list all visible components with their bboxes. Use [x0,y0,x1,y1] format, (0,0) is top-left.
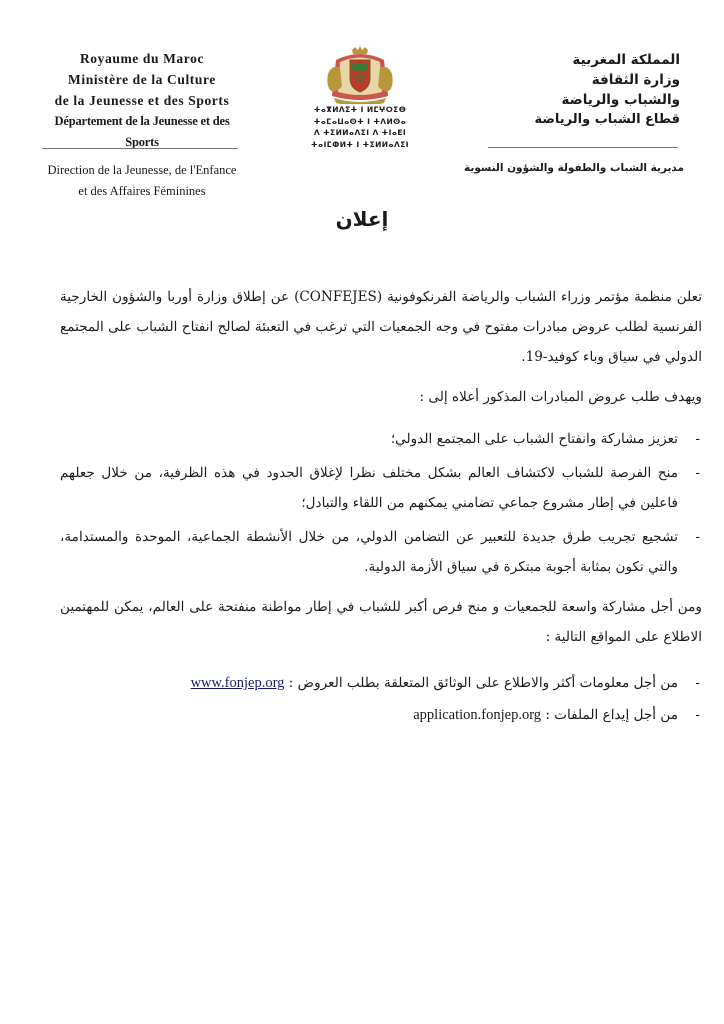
header-left-divider [42,148,238,149]
header-right-divider [488,147,678,148]
header-ar-department: قطاع الشباب والرياضة [534,112,680,127]
header-ar-direction: مديرية الشباب والطفولة والشؤون النسوية [464,162,684,174]
list-dash: - [695,431,700,447]
link-description: من أجل معلومات أكثر والاطلاع على الوثائق المتعلقة بطلب العروض : [288,675,678,691]
list-item [60,458,702,518]
list-item [60,522,702,582]
header-fr-ministry-cont: de la Jeunesse et des Sports [54,93,230,108]
links-list [60,668,702,730]
coat-of-arms-icon [322,46,398,104]
list-dash: - [695,529,700,545]
header-tifinagh [300,104,420,150]
header-arabic [490,50,680,130]
announcement-body [60,282,702,732]
intro-paragraph: تعلن منظمة مؤتمر وزراء الشباب والرياضة الفرنكوفونية (CONFEJES) عن إطلاق وزارة أوربا والشؤون الخارجية الفرنسية لطلب عروض مبادرات مفتوح في وجه الجمعيات التي ترغب في التعبئة لصالح انفتاح الشباب على المجتمع الدولي في سياق وباء كوفيد-19. [60,289,702,365]
header-fr-direction [44,160,240,202]
list-item [60,668,702,698]
link-description: من أجل إيداع الملفات : [545,707,678,723]
list-item [60,700,702,730]
goals-lead: ويهدف طلب عروض المبادرات المذكور أعلاه إلى : [419,389,702,405]
list-item [60,424,702,454]
application-website-link[interactable]: application.fonjep.org [413,707,542,723]
goal-text: منح الفرصة للشباب لاكتشاف العالم بشكل مختلف نظرا لإغلاق الحدود في هذه الظرفية، من خلال جعلهم فاعلين في إطار مشروع جماعي تضامني يمكنهم من اللقاء والتبادل؛ [60,465,678,511]
list-dash: - [695,675,700,691]
goal-text: تشجيع تجريب طرق جديدة للتعبير عن التضامن الدولي، من خلال الأنشطة الجماعية، الموحدة والمستدامة، والتي تكون بمثابة أجوبة مبتكرة في سياق الأزمة الدولية. [60,529,678,575]
header-tif-line4: ⵜⴰⵏⵎⵀⵍⵜ ⵏ ⵜⵉⵍⵍⴰⴷⵉⵏ [311,139,409,149]
header-tif-line2: ⵜⴰⵎⴰⵡⴰⵙⵜ ⵏ ⵜⴷⵍⵙⴰ [313,116,407,126]
header-ar-ministry: وزارة الثقافة [591,72,680,88]
header-ar-kingdom: المملكة المغربية [572,52,680,68]
goals-list [60,424,702,582]
page-title: إعلان [335,207,389,231]
fonjep-website-link[interactable]: www.fonjep.org [190,675,285,691]
header-ar-ministry-cont: والشباب والرياضة [561,92,680,108]
header-tif-line1: ⵜⴰⴳⵍⴷⵉⵜ ⵏ ⵍⵎⵖⵔⵉⴱ [313,105,407,114]
header-fr-kingdom: Royaume du Maroc [79,51,205,66]
header-tif-line3: ⴷ ⵜⵉⵍⵍⴰⴷⵉⵏ ⴷ ⵜⵏⴰⴹⵏ [313,128,407,137]
list-dash: - [695,465,700,481]
participation-paragraph: ومن أجل مشاركة واسعة للجمعيات و منح فرص أكبر للشباب في إطار مواطنة منفتحة على العالم، يمكن للمهتمين الاطلاع على المواقع التالية : [60,599,702,645]
header-fr-direction-line2: et des Affaires Féminines [78,184,206,198]
header-french [42,48,242,153]
header-fr-ministry: Ministère de la Culture [68,72,216,87]
list-dash: - [695,707,700,723]
goal-text: تعزيز مشاركة وانفتاح الشباب على المجتمع الدولي؛ [390,431,678,447]
header-fr-direction-line1: Direction de la Jeunesse, de l'Enfance [47,163,237,177]
header-fr-department: Département de la Jeunesse et des Sports [54,114,230,149]
